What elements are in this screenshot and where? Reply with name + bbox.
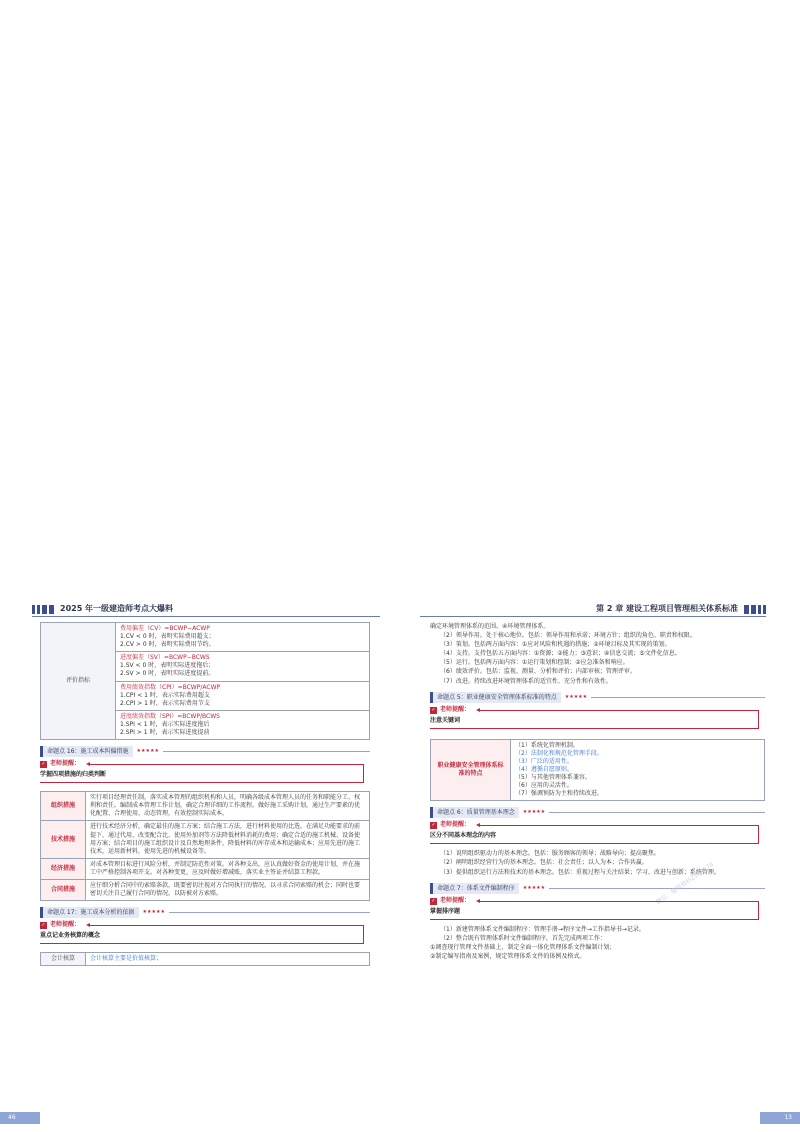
feature-item: （6）应用的灵活性。 (515, 782, 573, 790)
star-rating: ★★★★★ (142, 909, 165, 916)
measures-table (40, 791, 370, 901)
measure-category: 合同措施 (41, 879, 86, 900)
tip-bottom-rule (430, 728, 759, 729)
tip-bracket (758, 901, 759, 919)
measure-category: 技术措施 (41, 821, 86, 858)
eval-row-line: 1.CV < 0 时，表明实际费用超支； (120, 633, 215, 641)
tip-bracket (363, 764, 364, 782)
checkbox-icon: ✓ (431, 822, 436, 829)
measure-category: 经济措施 (41, 858, 86, 879)
list-item: （7）改进。持续改进环境管理体系的适宜性、充分性和有效性。 (440, 677, 612, 685)
left-header-title: 2025 年一级建造师考点大爆料 (60, 603, 174, 613)
measure-row (41, 879, 370, 900)
eval-row (116, 623, 370, 652)
measure-row (41, 858, 370, 879)
eval-row-title: 费用绩效指数（CPI）=BCWP/ACWP (120, 683, 221, 691)
section-label: 命题点 17：施工成本分析的依据 (40, 907, 139, 918)
star-rating: ★★★★★ (522, 884, 546, 891)
feature-item: （2）法制化和规范化管理手段。 (515, 749, 603, 757)
list-item: （3）提供组织运行方法和技术的基本理念。包括：重视过程与关注结果；学习、改进与创新；系统管理。 (440, 868, 720, 876)
star-rating: ★★★★★ (522, 809, 546, 816)
measure-row (41, 792, 370, 821)
right-page-number: 13 (760, 1112, 800, 1124)
eval-row-line: 2.SV > 0 时，表明实际进度提前。 (120, 670, 215, 678)
eval-row (116, 652, 370, 681)
feature-item: （5）与其他管理体系兼容。 (515, 774, 591, 782)
section-heading-17 (40, 907, 370, 918)
list-item: （1）新建管理体系文件编制程序：管理手册→程序文件→工作指导书→记录。 (440, 925, 645, 933)
eval-row-title: 费用偏差（CV）=BCWP−ACWP (120, 625, 210, 632)
eval-row-line: 1.CPI < 1 时，表示实际费用超支 (120, 691, 210, 699)
checkbox-icon: ✓ (431, 706, 436, 713)
right-header-title: 第 2 章 建设工程项目管理相关体系标准 (596, 603, 738, 613)
tip-title: 老师提醒： (50, 760, 81, 768)
teacher-tip-7 (430, 898, 765, 920)
list-item: 确定环境管理体系的范围。④环境管理体系。 (430, 623, 550, 630)
section-rule (549, 888, 765, 889)
tip-keyword: 掌握排序题 (430, 907, 461, 915)
left-page (0, 596, 400, 1132)
teacher-tip-5 (430, 707, 765, 729)
right-header-rule (420, 616, 766, 617)
tip-keyword: 注意关键词 (430, 716, 461, 724)
feature-item: （7）强调预防为主和持续改进。 (515, 790, 603, 798)
section-label: 命题点 16：施工成本纠偏措施 (40, 746, 133, 757)
eval-row-line: 2.CV > 0 时，表明实际费用节约。 (120, 641, 215, 649)
list-item: （3）策划。包括两方面内容：①应对风险和机遇的措施；②环境目标及其实现的策划。 (440, 641, 671, 649)
list-item: ①调查现行管理文件基础上，制定全面一体化管理体系文件编制计划； (430, 943, 616, 951)
procedure-list (430, 926, 765, 961)
tip-arrow-line (478, 901, 759, 902)
tip-bracket (758, 710, 759, 728)
tip-title: 老师提醒： (50, 921, 81, 929)
teacher-tip-6 (430, 822, 765, 844)
measure-row (41, 821, 370, 858)
eval-row-title: 进度绩效指数（SPI）=BCWP/BCWS (120, 712, 220, 720)
measure-text: 应仔细分析合同中的索赔条款，既要密切注视对方合同执行的情况，以寻求合同索赔的机会；同时也要密切关注自己履行合同的情况，以防被对方索赔。 (86, 879, 370, 900)
section-heading-7 (430, 883, 765, 894)
checkbox-icon: ✓ (431, 897, 436, 904)
left-header-rule (32, 616, 380, 617)
star-rating: ★★★★★ (564, 693, 588, 700)
feature-item: （3）广泛的适用性。 (515, 757, 573, 765)
tip-arrow-line (88, 764, 364, 765)
tip-title: 老师提醒： (440, 896, 471, 904)
tip-bottom-rule (40, 782, 364, 783)
eval-table (40, 622, 370, 740)
eval-row-line: 1.SV < 0 时，表明实际进度拖后； (120, 662, 215, 670)
account-table (40, 952, 370, 966)
checkbox-icon: ✓ (41, 922, 46, 929)
tip-keyword: 区分不同基本理念的内容 (430, 832, 497, 840)
list-item: （6）绩效评价。包括：监视、测量、分析和评价；内部审核；管理评审。 (440, 668, 636, 676)
concepts-list (430, 850, 765, 876)
list-item: （1）说明组织驱动力的基本理念。包括：服务顾客的领导；战略导向；提高聚焦。 (440, 850, 660, 858)
account-text: 会计核算主要是价值核算； (86, 953, 370, 966)
eval-row (116, 681, 370, 710)
measure-category: 组织措施 (41, 792, 86, 821)
tip-keyword: 学握四项措施的归类判断 (40, 771, 107, 779)
list-item: （2）阐明组织经营行为的基本理念。包括：社会责任；以人为本；合作共赢。 (440, 859, 648, 867)
tip-title: 老师提醒： (440, 821, 471, 829)
features-category: 职业健康安全管理体系标准的特点 (431, 739, 511, 801)
section-rule (169, 912, 370, 913)
left-page-number: 46 (0, 1112, 40, 1124)
measure-text: 对成本管理目标进行风险分析，并制定防范性对策。对各种支出，应认真做好资金的使用计划，并在施工中严格控制各项开支。对各种变更，应及时做好增减账，落实业主签证并结算工程款。 (86, 858, 370, 879)
list-item: （4）支持。支持包括五方面内容：①资源；②能力；③意识；④信息交流；⑤文件化信息。 (440, 650, 681, 658)
watermark: 微信：建筑资料2560176 (654, 860, 716, 906)
book-spread (0, 596, 800, 1132)
tip-bottom-rule (40, 943, 364, 944)
tip-bracket (363, 925, 364, 943)
tip-bracket (758, 825, 759, 843)
right-header (596, 604, 766, 614)
header-bars-icon (744, 605, 766, 614)
right-page (400, 596, 800, 1132)
section-label: 命题点 7：体系文件编制程序 (430, 883, 519, 894)
teacher-tip-16 (40, 761, 370, 783)
tip-arrow-line (88, 925, 364, 926)
section-heading-6 (430, 807, 765, 818)
eval-row-title: 进度偏差（SV）=BCWP−BCWS (120, 654, 210, 662)
feature-item: （4）遵循自愿原则。 (515, 765, 573, 773)
list-item: （2）整合既有管理体系时文件编制程序，首先完成两项工作： (440, 934, 606, 942)
header-bars-icon (32, 605, 54, 614)
section-rule (549, 812, 765, 813)
section-heading-5 (430, 692, 765, 703)
eval-row (116, 710, 370, 739)
account-category: 会计核算 (41, 953, 86, 966)
eval-row-line: 2.CPI > 1 时，表示实际费用节支 (120, 699, 210, 707)
teacher-tip-17 (40, 922, 370, 944)
eval-category: 评价指标 (41, 623, 116, 740)
section-heading-16 (40, 746, 370, 757)
section-rule (163, 751, 370, 752)
measure-text: 进行技术经济分析，确定最佳的施工方案；结合施工方法，进行材料使用的比选，在满足功能要求的前提下，通过代用、改变配合比、使用外加剂等方法降低材料消耗的费用；确定合适的施工机械、设备使用方案；结合项目的施工组织设计及自然地理条件，降低材料的库存成本和运输成本；应用先进的施工技术，运用新材料，使用先进的机械设备等。 (86, 821, 370, 858)
tip-arrow-line (478, 710, 759, 711)
tip-arrow-line (478, 825, 759, 826)
list-item: ②制定编写指南及案例，规定管理体系文件的体例及格式。 (430, 952, 586, 960)
tip-title: 老师提醒： (440, 705, 471, 713)
intro-list (430, 623, 765, 686)
left-header (32, 604, 173, 614)
star-rating: ★★★★★ (136, 748, 159, 755)
tip-bottom-rule (430, 843, 759, 844)
section-rule (591, 697, 765, 698)
section-label: 命题点 6：质量管理基本理念 (430, 807, 519, 818)
eval-row-line: 2.SPI > 1 时，表示实际进度提前 (120, 729, 210, 737)
list-item: （2）领导作用。处于核心地位。包括：领导作用和承诺；环境方针；组织的角色、职责和权限。 (440, 632, 696, 640)
feature-item: （1）系统化管理机制。 (515, 741, 579, 749)
section-label: 命题点 5：职业健康安全管理体系标准的特点 (430, 692, 561, 703)
eval-row-line: 1.SPI < 1 时，表示实际进度拖后 (120, 720, 210, 728)
tip-keyword: 重点记业务核算的概念 (40, 932, 101, 940)
measure-text: 实行项目经理责任制，落实成本管理的组织机构和人员，明确各级成本管理人员的任务和职能分工、权利和责任。编制成本管理工作计划，确定合理详细的工作流程。做好施工采购计划，通过生产要素的优化配置、合理使用、动态管理，有效控制实际成本。 (86, 792, 370, 821)
tip-bottom-rule (430, 919, 759, 920)
checkbox-icon: ✓ (41, 761, 46, 768)
list-item: （5）运行。包括两方面内容：①运行策划和控制；②应急准备和响应。 (440, 659, 629, 667)
